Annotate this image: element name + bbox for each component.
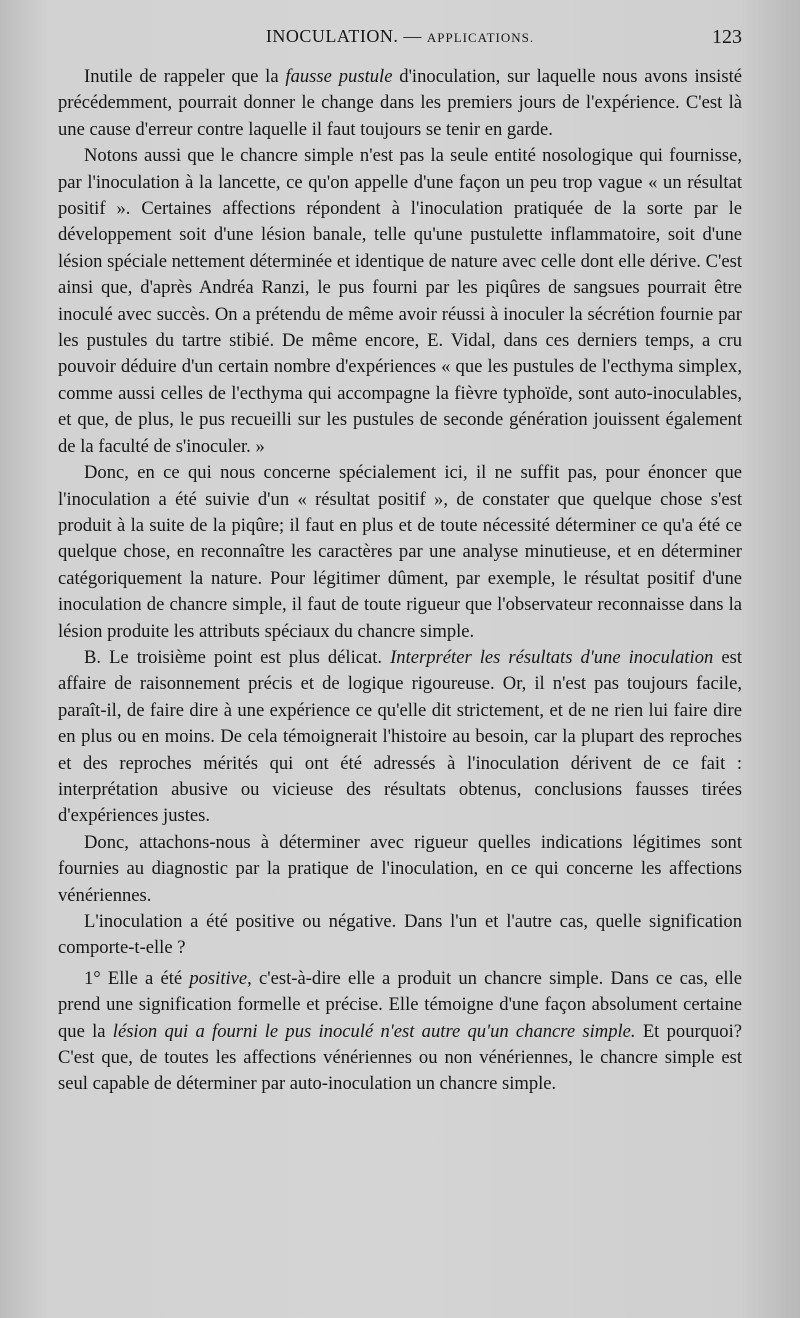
paragraph-4 [58, 645, 742, 830]
body-text [58, 64, 742, 1098]
running-title-main: INOCULATION. [265, 26, 399, 46]
running-title-dash: — [398, 26, 427, 46]
paragraph-6-text: L'inoculation a été positive ou négative. Dans l'un et l'autre cas, quelle signification comporte-t-elle ? [58, 911, 742, 959]
paragraph-6 [58, 909, 742, 962]
paragraph-1-text-b: d'inoculation, sur laquelle nous avons insisté précédemment, pourrait donner le change dans les premiers jours de l'expérience. C'est là une cause d'erreur contre laquelle il faut toujours se tenir en garde. [58, 66, 742, 140]
running-title-sub: APPLICATIONS. [426, 30, 535, 45]
paragraph-4-text-a: B. Le troisième point est plus délicat. [84, 646, 391, 668]
paragraph-5 [58, 830, 742, 909]
paragraph-1-italic-a: fausse pustule [285, 66, 393, 87]
paragraph-7-text-b: , c'est-à-dire elle a produit un chancre simple. Dans ce cas, elle prend une signification formelle et précise. Elle témoigne d'une façon absolument certaine que la [58, 967, 742, 1042]
paragraph-2 [58, 143, 742, 460]
paragraph-3 [58, 460, 742, 645]
running-head [58, 26, 742, 56]
paragraph-1-text-a: Inutile de rappeler que la [84, 66, 286, 87]
paragraph-7-italic-a: positive [189, 967, 248, 989]
paragraph-7-text-c: Et pourquoi? C'est que, de toutes les affections vénériennes ou non vénériennes, le chancre simple est seul capable de déterminer par auto-inoculation un chancre simple. [58, 1020, 742, 1095]
paragraph-7-italic-b: lésion qui a fourni le pus inoculé n'est autre qu'un chancre simple. [112, 1020, 636, 1042]
paragraph-3-text: Donc, en ce qui nous concerne spécialement ici, il ne suffit pas, pour énoncer que l'inoculation a été suivie d'un « résultat positif », de constater que quelque chose s'est produit à la suite de la piqûre; il faut en plus et de toute nécessité déterminer ce qu'a été ce quelque chose, en reconnaître les caractères par une analyse minutieuse, et en déterminer catégoriquement la nature. Pour légitimer dûment, par exemple, le résultat positif d'une inoculation de chancre simple, il faut de toute rigueur que l'observateur reconnaisse dans la lésion produite les attributs spéciaux du chancre simple. [58, 462, 742, 642]
paragraph-4-italic-a: Interpréter les résultats d'une inoculation [390, 646, 714, 668]
page-number: 123 [712, 26, 742, 48]
paragraph-5-text: Donc, attachons-nous à déterminer avec rigueur quelles indications légitimes sont fournies au diagnostic par la pratique de l'inoculation, en ce qui concerne les affections vénériennes. [58, 831, 742, 906]
paragraph-2-text: Notons aussi que le chancre simple n'est pas la seule entité nosologique qui fournisse, par l'inoculation à la lancette, ce qu'on appelle d'une façon un peu trop vague « un résultat positif ». Certaines affections répondent à l'inoculation pratiquée de la sorte par le développement soit d'une lésion banale, telle qu'une pustulette inflammatoire, soit d'une lésion spéciale nettement déterminée et identique de nature avec celle dont elle dérive. C'est ainsi que, d'après Andréa Ranzi, le pus fourni par les piqûres de sangsues pourrait être inoculé avec succès. On a prétendu de même avoir réussi à inoculer la sécrétion fournie par les pustules du tartre stibié. De même encore, E. Vidal, dans ces derniers temps, a cru pouvoir déduire d'un certain nombre d'expériences « que les pustules de l'ecthyma simplex, comme aussi celles de l'ecthyma qui accompagne la fièvre typhoïde, sont auto-inoculables, et que, de plus, le pus recueilli sur les pustules de seconde génération jouissent également de la faculté de s'inoculer. » [58, 145, 742, 457]
running-title [58, 26, 742, 47]
paragraph-4-text-b: est affaire de raisonnement précis et de logique rigoureuse. Or, il n'est pas toujours facile, paraît-il, de faire dire à une expérience ce qu'elle dit strictement, et de ne rien lui faire dire en plus ou en moins. De cela témoignerait l'histoire au besoin, car la plupart des reproches et des reproches mérités qui ont été adressés à l'inoculation dérivent de ce fait : interprétation abusive ou vicieuse des résultats obtenus, conclusions fausses tirées d'expériences justes. [58, 646, 743, 827]
paragraph-7-text-a: 1° Elle a été [84, 967, 190, 989]
paragraph-7 [58, 966, 742, 1098]
paragraph-1 [58, 64, 742, 143]
